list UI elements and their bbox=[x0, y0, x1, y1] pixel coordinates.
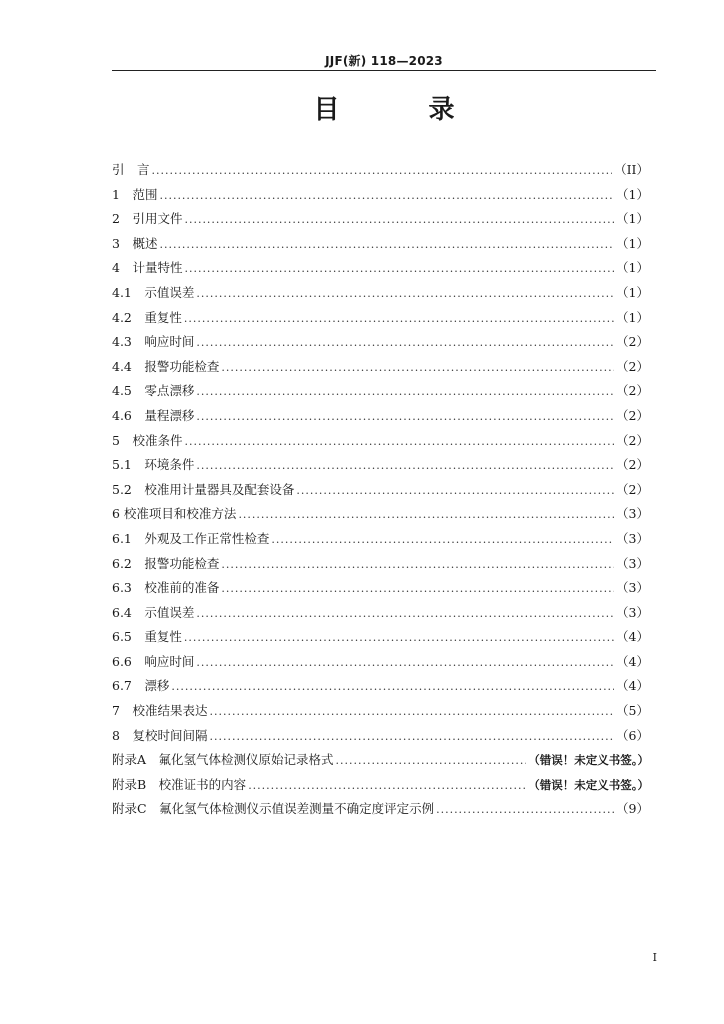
toc-entry-label: 4.3 响应时间 bbox=[112, 334, 195, 350]
dot-leader bbox=[336, 748, 527, 774]
toc-entry-page: （1） bbox=[616, 260, 649, 276]
dot-leader bbox=[196, 453, 614, 479]
toc-entry-3[interactable] bbox=[112, 232, 649, 257]
dot-leader bbox=[248, 773, 526, 799]
toc-entry-page: （6） bbox=[616, 727, 649, 743]
toc-entry-page: （3） bbox=[616, 506, 649, 522]
dot-leader bbox=[221, 576, 614, 602]
toc-entry-appendix-a[interactable] bbox=[112, 748, 649, 773]
toc-entry-label: 1 范围 bbox=[112, 186, 158, 202]
dot-leader bbox=[196, 650, 614, 676]
toc-entry-4-2[interactable] bbox=[112, 306, 649, 331]
toc-entry-page: （3） bbox=[616, 555, 649, 571]
toc-entry-page: （1） bbox=[616, 186, 649, 202]
toc-entry-label: 6.3 校准前的准备 bbox=[112, 580, 220, 596]
toc-entry-label: 5 校准条件 bbox=[112, 432, 183, 448]
toc-entry-page: （2） bbox=[616, 481, 649, 497]
dot-leader bbox=[209, 699, 614, 725]
toc-entry-label: 3 概述 bbox=[112, 235, 158, 251]
toc-entry-label: 4.6 量程漂移 bbox=[112, 407, 195, 423]
toc-entry-page: （1） bbox=[616, 284, 649, 300]
toc-entry-page: （1） bbox=[616, 235, 649, 251]
dot-leader bbox=[159, 183, 614, 209]
toc-entry-page: （1） bbox=[616, 309, 649, 325]
dot-leader bbox=[238, 502, 614, 528]
toc-entry-page: （2） bbox=[616, 407, 649, 423]
toc-entry-label: 6.6 响应时间 bbox=[112, 653, 195, 669]
toc-entry-4-3[interactable] bbox=[112, 330, 649, 355]
toc-entry-4-1[interactable] bbox=[112, 281, 649, 306]
dot-leader bbox=[196, 379, 614, 405]
dot-leader bbox=[184, 306, 614, 332]
toc-entry-label: 6.4 示值误差 bbox=[112, 604, 195, 620]
toc-entry-label: 4.5 零点漂移 bbox=[112, 383, 195, 399]
dot-leader bbox=[184, 429, 614, 455]
toc-entry-page: （2） bbox=[616, 334, 649, 350]
toc-entry-page: （3） bbox=[616, 604, 649, 620]
toc-title: 目 录 bbox=[313, 95, 495, 125]
toc-entry-appendix-b[interactable] bbox=[112, 773, 649, 798]
dot-leader bbox=[184, 625, 614, 651]
dot-leader bbox=[152, 158, 613, 184]
toc-entry-label: 附录A 氟化氢气体检测仪原始记录格式 bbox=[112, 752, 334, 768]
toc-entry-label: 7 校准结果表达 bbox=[112, 703, 208, 719]
toc-entry-label: 6.7 漂移 bbox=[112, 678, 170, 694]
toc-entry-5[interactable] bbox=[112, 429, 649, 454]
dot-leader bbox=[196, 281, 614, 307]
toc-entry-page: （2） bbox=[616, 457, 649, 473]
toc-entry-6-6[interactable] bbox=[112, 650, 649, 675]
toc-entry-5-1[interactable] bbox=[112, 453, 649, 478]
page-number: I bbox=[652, 951, 657, 964]
toc-entry-page: （3） bbox=[616, 580, 649, 596]
toc-entry-label: 6 校准项目和校准方法 bbox=[112, 506, 237, 522]
dot-leader bbox=[159, 232, 614, 258]
dot-leader bbox=[209, 724, 614, 750]
dot-leader bbox=[196, 404, 614, 430]
table-of-contents bbox=[112, 158, 649, 822]
toc-entry-5-2[interactable] bbox=[112, 478, 649, 503]
toc-entry-page: （2） bbox=[616, 432, 649, 448]
toc-entry-8[interactable] bbox=[112, 724, 649, 749]
toc-entry-label: 6.5 重复性 bbox=[112, 629, 182, 645]
toc-entry-page: （II） bbox=[614, 162, 649, 177]
dot-leader bbox=[296, 478, 614, 504]
dot-leader bbox=[184, 207, 614, 233]
toc-entry-label: 附录B 校准证书的内容 bbox=[112, 776, 247, 792]
toc-entry-6[interactable] bbox=[112, 502, 649, 527]
toc-entry-4-5[interactable] bbox=[112, 379, 649, 404]
dot-leader bbox=[271, 527, 614, 553]
toc-entry-4[interactable] bbox=[112, 256, 649, 281]
toc-entry-2[interactable] bbox=[112, 207, 649, 232]
toc-entry-label: 6.2 报警功能检查 bbox=[112, 555, 220, 571]
toc-entry-4-6[interactable] bbox=[112, 404, 649, 429]
toc-entry-7[interactable] bbox=[112, 699, 649, 724]
toc-entry-page: （4） bbox=[616, 629, 649, 645]
toc-entry-page: （9） bbox=[616, 801, 649, 817]
toc-entry-label: 4.2 重复性 bbox=[112, 309, 182, 325]
document-code-header: JJF(新) 118—2023 bbox=[325, 54, 443, 68]
toc-entry-label: 4 计量特性 bbox=[112, 260, 183, 276]
header-rule bbox=[112, 70, 656, 71]
toc-entry-6-1[interactable] bbox=[112, 527, 649, 552]
toc-entry-label: 6.1 外观及工作正常性检查 bbox=[112, 530, 270, 546]
dot-leader bbox=[184, 256, 614, 282]
toc-entry-label: 引 言 bbox=[112, 162, 150, 177]
toc-entry-appendix-c[interactable] bbox=[112, 797, 649, 822]
dot-leader bbox=[436, 797, 614, 823]
toc-entry-6-4[interactable] bbox=[112, 601, 649, 626]
toc-entry-page: （2） bbox=[616, 358, 649, 374]
toc-entry-6-2[interactable] bbox=[112, 552, 649, 577]
toc-entry-label: 4.1 示值误差 bbox=[112, 284, 195, 300]
dot-leader bbox=[221, 552, 614, 578]
toc-entry-page: （2） bbox=[616, 383, 649, 399]
toc-entry-label: 8 复校时间间隔 bbox=[112, 727, 208, 743]
toc-entry-label: 4.4 报警功能检查 bbox=[112, 358, 220, 374]
dot-leader bbox=[196, 601, 614, 627]
toc-entry-page-error: （错误！未定义书签。） bbox=[528, 777, 649, 792]
toc-entry-label: 5.2 校准用计量器具及配套设备 bbox=[112, 481, 295, 497]
dot-leader bbox=[221, 355, 614, 381]
toc-entry-1[interactable] bbox=[112, 183, 649, 208]
toc-entry-page-error: （错误！未定义书签。） bbox=[528, 753, 649, 768]
toc-entry-6-3[interactable] bbox=[112, 576, 649, 601]
toc-entry-page: （4） bbox=[616, 678, 649, 694]
toc-entry-label: 2 引用文件 bbox=[112, 211, 183, 227]
toc-entry-4-4[interactable] bbox=[112, 355, 649, 380]
toc-entry-page: （1） bbox=[616, 211, 649, 227]
toc-entry-page: （4） bbox=[616, 653, 649, 669]
toc-entry-page: （3） bbox=[616, 530, 649, 546]
toc-entry-label: 附录C 氟化氢气体检测仪示值误差测量不确定度评定示例 bbox=[112, 801, 435, 817]
dot-leader bbox=[171, 674, 614, 700]
toc-entry-page: （5） bbox=[616, 703, 649, 719]
toc-entry-6-7[interactable] bbox=[112, 674, 649, 699]
toc-entry-foreword[interactable] bbox=[112, 158, 649, 183]
toc-entry-6-5[interactable] bbox=[112, 625, 649, 650]
dot-leader bbox=[196, 330, 614, 356]
toc-entry-label: 5.1 环境条件 bbox=[112, 457, 195, 473]
